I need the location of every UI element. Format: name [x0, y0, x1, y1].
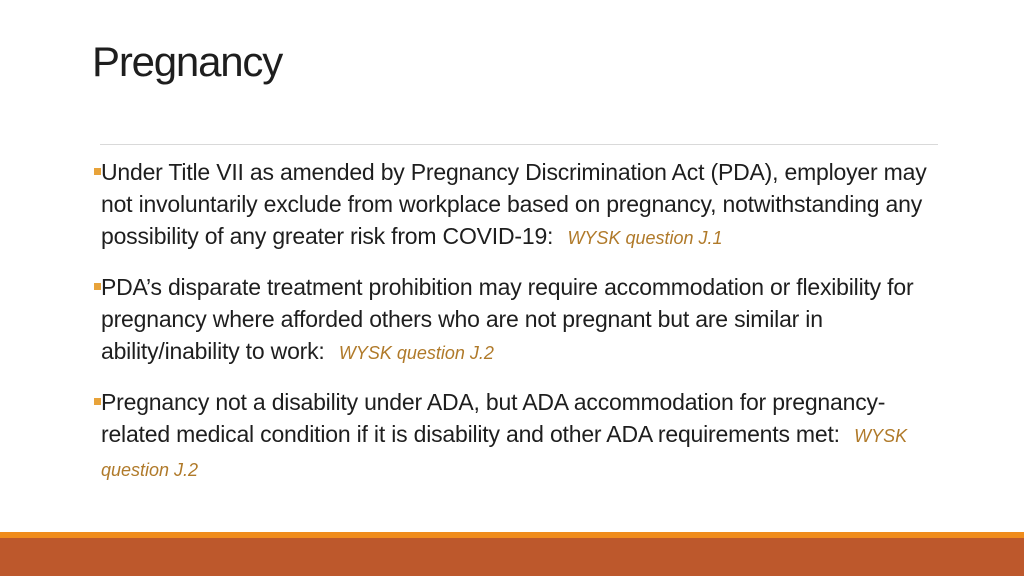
square-bullet-icon [94, 398, 101, 405]
reference-link[interactable]: WYSK question J.1 [567, 228, 723, 248]
footer-bar [0, 538, 1024, 576]
square-bullet-icon [94, 168, 101, 175]
bullet-text: Pregnancy not a disability under ADA, but ADA accommodation for pregnancy-related medical condition if it is disability and other ADA requirements met: [101, 389, 886, 447]
bullet-item [90, 386, 950, 486]
bullet-text: PDA’s disparate treatment prohibition may require accommodation or flexibility for pregnancy where afforded others who are not pregnant but are similar in ability/inability to work: [101, 274, 914, 364]
square-bullet-icon [94, 283, 101, 290]
slide-title: Pregnancy [92, 38, 282, 85]
bullet-list [90, 156, 950, 503]
bullet-text: Under Title VII as amended by Pregnancy Discrimination Act (PDA), employer may not involuntarily exclude from workplace based on pregnancy, notwithstanding any possibility of any greater risk from COVID-19: [101, 159, 927, 249]
title-divider [100, 144, 938, 145]
bullet-item [90, 271, 950, 369]
reference-link[interactable]: WYSK question J.2 [338, 343, 494, 363]
reference-link[interactable]: WYSK question J.2 [101, 426, 908, 480]
bullet-item [90, 156, 950, 254]
